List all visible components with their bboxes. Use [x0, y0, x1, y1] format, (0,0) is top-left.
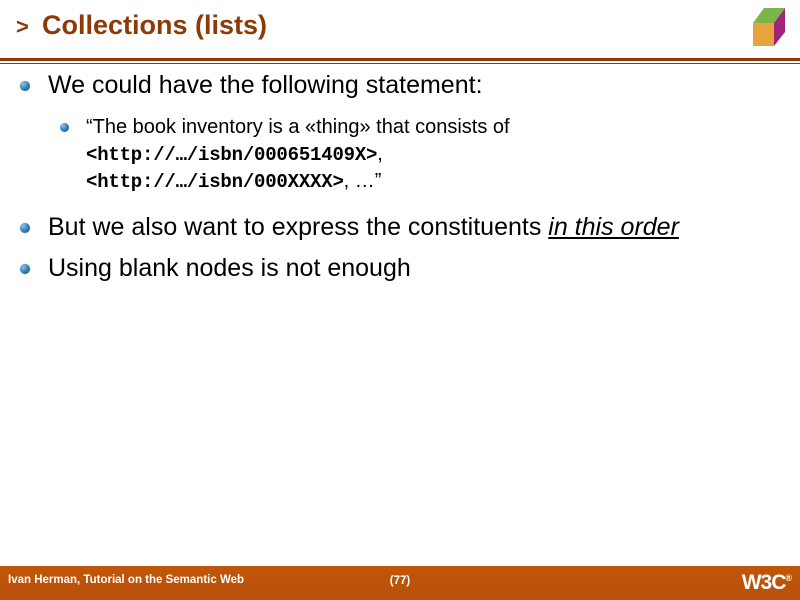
code-uri-suffix: ,	[377, 142, 383, 165]
header-divider-thin	[0, 63, 800, 64]
list-item	[0, 212, 800, 243]
bullet-text: But we also want to express the constituents	[48, 212, 549, 241]
w3c-cube-logo-icon	[740, 6, 788, 50]
title-prompt-marker: >	[16, 14, 29, 39]
w3c-wordmark-logo	[742, 571, 792, 595]
sub-bullet-text: “The book inventory is a «thing» that consists of	[86, 116, 510, 138]
slide-header	[0, 0, 800, 62]
bullet-emphasis: in this order	[548, 212, 679, 241]
w3c-wordmark-text: W3C	[741, 571, 786, 594]
list-item	[0, 70, 800, 101]
footer-author: Ivan Herman, Tutorial on the Semantic Web	[8, 574, 245, 586]
list-item	[0, 114, 800, 141]
bullet-dot-icon	[20, 264, 30, 274]
code-uri: <http://…/isbn/000XXXX>	[86, 171, 344, 194]
bullet-text: Using blank nodes is not enough	[48, 253, 411, 282]
code-uri: <http://…/isbn/000651409X>	[86, 143, 378, 166]
page-number: (77)	[389, 575, 411, 587]
slide-content	[0, 70, 800, 286]
page-title: Collections (lists)	[42, 10, 268, 40]
code-uri-suffix: , …”	[343, 170, 382, 193]
code-line	[0, 141, 800, 169]
w3c-registered-mark: ®	[785, 573, 792, 583]
list-item	[0, 253, 800, 284]
slide-footer	[0, 566, 800, 600]
header-divider	[0, 58, 800, 61]
code-line	[0, 168, 800, 196]
bullet-dot-icon	[20, 81, 30, 91]
bullet-text: We could have the following statement:	[48, 71, 483, 99]
bullet-dot-icon	[20, 223, 30, 233]
bullet-dot-icon	[60, 123, 69, 132]
